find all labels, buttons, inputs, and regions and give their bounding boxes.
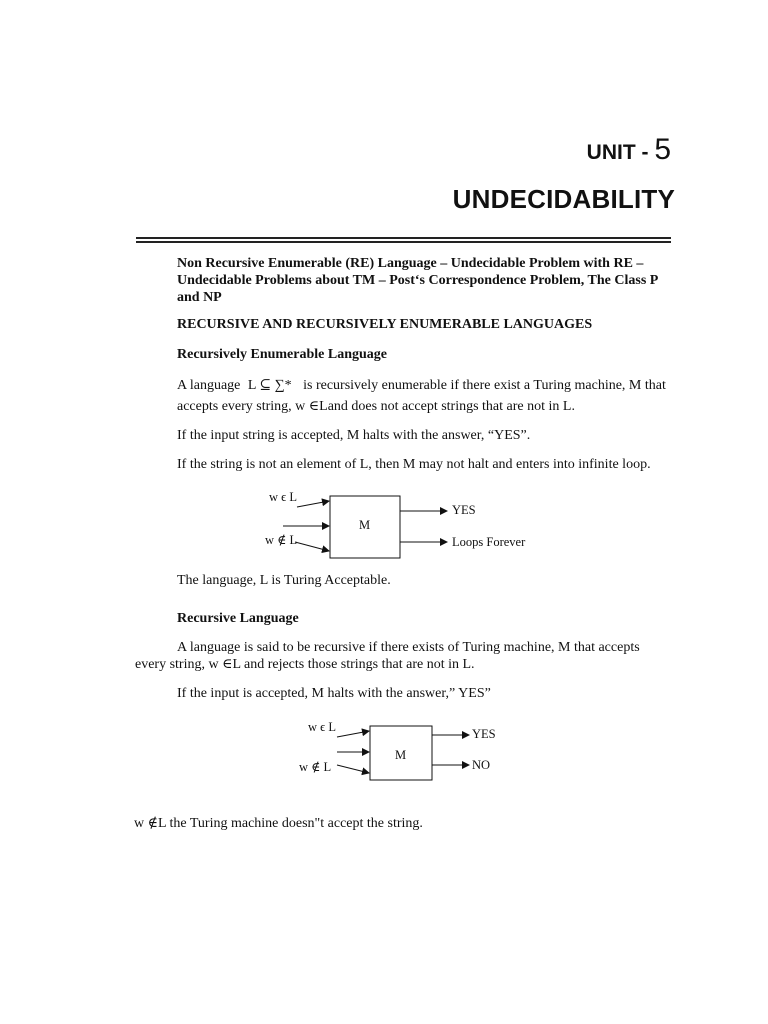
re-output-yes-label: YES — [452, 503, 476, 517]
rec-turing-machine-diagram — [295, 715, 515, 787]
re-para-not-element: If the string is not an element of L, then M may not halt and enters into infinite loop. — [177, 457, 651, 472]
re-input-out-label: w ∉ L — [265, 533, 298, 547]
rec-para-accepted: If the input is accepted, M halts with the answer,” YES” — [177, 686, 491, 701]
section-heading: RECURSIVE AND RECURSIVELY ENUMERABLE LANGUAGES — [177, 317, 593, 332]
unit-heading — [587, 133, 671, 167]
rec-output-yes-label: YES — [472, 727, 496, 741]
page-title: UNDECIDABILITY — [452, 184, 675, 214]
divider-bottom — [136, 241, 671, 243]
re-input-in-arrow — [297, 501, 329, 507]
rec-output-no-label: NO — [472, 758, 491, 772]
divider-top — [136, 237, 671, 239]
rec-input-in-label: w ϵ L — [308, 720, 336, 734]
unit-number: 5 — [654, 133, 671, 166]
re-turing-machine-diagram — [255, 485, 545, 565]
rec-heading: Recursive Language — [177, 611, 299, 626]
re-conclusion: The language, L is Turing Acceptable. — [177, 573, 391, 588]
re-definition-line2: accepts every string, w ∈Land does not accept strings that are not in L. — [177, 399, 575, 414]
re-input-in-label: w ϵ L — [269, 490, 297, 504]
re-output-loop-label: Loops Forever — [452, 535, 526, 549]
re-definition-line1 — [177, 377, 677, 394]
unit-label: UNIT - — [586, 141, 655, 164]
rec-final-statement: w ∉L the Turing machine doesn"t accept the string. — [134, 816, 423, 831]
re-def-part2: is recursively enumerable if there exist a Turing machine, M that — [303, 378, 666, 393]
rec-para1-line2: every string, w ∈L and rejects those strings that are not in L. — [135, 657, 475, 672]
re-machine-label: M — [359, 518, 371, 532]
syllabus-text: Non Recursive Enumerable (RE) Language – Undecidable Problem with RE – Undecidable Problems about TM – Post‘s Correspondence Problem, The Class P and NP — [177, 256, 658, 305]
re-heading: Recursively Enumerable Language — [177, 347, 387, 362]
rec-machine-label: M — [395, 748, 407, 762]
rec-input-out-label: w ∉ L — [299, 760, 332, 774]
re-para-accepted: If the input string is accepted, M halts with the answer, “YES”. — [177, 428, 531, 443]
re-def-math: L ⊆ ∑* — [247, 378, 292, 393]
re-def-part1: A language — [177, 378, 241, 393]
re-input-out-arrow — [295, 542, 329, 551]
rec-input-in-arrow — [337, 731, 369, 737]
rec-para1-line1: A language is said to be recursive if there exists of Turing machine, M that accepts — [177, 640, 640, 655]
rec-input-out-arrow — [337, 765, 369, 773]
